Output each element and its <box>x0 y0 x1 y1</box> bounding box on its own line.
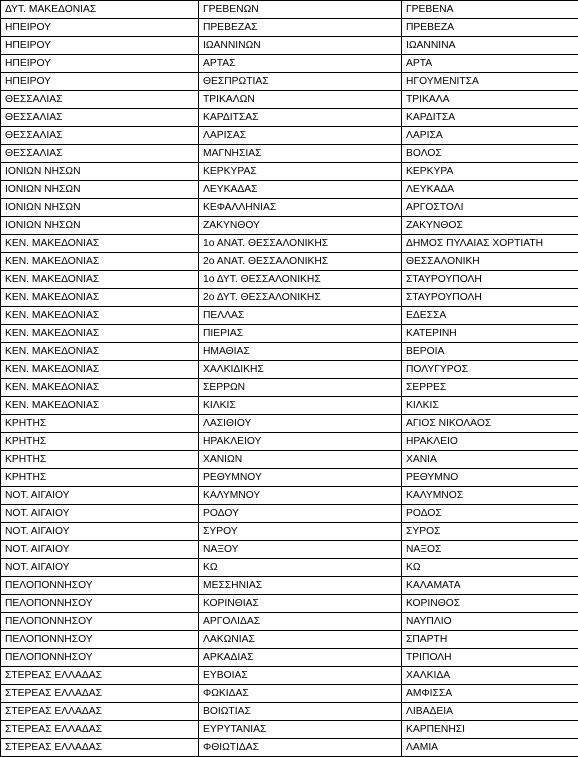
table-row <box>1 469 578 487</box>
region-cell: ΠΕΛΟΠΟΝΝΗΣΟΥ <box>1 631 199 649</box>
region-cell: ΠΕΛΟΠΟΝΝΗΣΟΥ <box>1 613 199 631</box>
city-cell: ΗΓΟΥΜΕΝΙΤΣΑ <box>402 73 578 91</box>
directorate-cell: ΛΕΥΚΑΔΑΣ <box>199 181 402 199</box>
city-cell: ΧΑΝΙΑ <box>402 451 578 469</box>
city-cell: ΣΕΡΡΕΣ <box>402 379 578 397</box>
directorate-cell: ΠΙΕΡΙΑΣ <box>199 325 402 343</box>
city-cell: ΧΑΛΚΙΔΑ <box>402 667 578 685</box>
directorate-cell: 2ο ΑΝΑΤ. ΘΕΣΣΑΛΟΝΙΚΗΣ <box>199 253 402 271</box>
region-cell: ΚΕΝ. ΜΑΚΕΔΟΝΙΑΣ <box>1 379 199 397</box>
region-cell: ΠΕΛΟΠΟΝΝΗΣΟΥ <box>1 595 199 613</box>
table-row <box>1 253 578 271</box>
region-cell: ΣΤΕΡΕΑΣ ΕΛΛΑΔΑΣ <box>1 721 199 739</box>
city-cell: ΛΙΒΑΔΕΙΑ <box>402 703 578 721</box>
table-row <box>1 235 578 253</box>
city-cell: ΝΑΥΠΛΙΟ <box>402 613 578 631</box>
city-cell: ΡΟΔΟΣ <box>402 505 578 523</box>
directorate-cell: ΜΕΣΣΗΝΙΑΣ <box>199 577 402 595</box>
directorate-cell: 1ο ΑΝΑΤ. ΘΕΣΣΑΛΟΝΙΚΗΣ <box>199 235 402 253</box>
region-cell: ΘΕΣΣΑΛΙΑΣ <box>1 127 199 145</box>
region-cell: ΚΕΝ. ΜΑΚΕΔΟΝΙΑΣ <box>1 343 199 361</box>
table-row <box>1 109 578 127</box>
city-cell: ΛΕΥΚΑΔΑ <box>402 181 578 199</box>
region-cell: ΚΡΗΤΗΣ <box>1 469 199 487</box>
table-row <box>1 325 578 343</box>
table-row <box>1 37 578 55</box>
city-cell: ΑΜΦΙΣΣΑ <box>402 685 578 703</box>
table-row <box>1 307 578 325</box>
table-row <box>1 361 578 379</box>
directorate-cell: ΛΑΚΩΝΙΑΣ <box>199 631 402 649</box>
table-row <box>1 685 578 703</box>
table-row <box>1 451 578 469</box>
city-cell: ΚΑΛΑΜΑΤΑ <box>402 577 578 595</box>
table-row <box>1 379 578 397</box>
city-cell: ΒΕΡΟΙΑ <box>402 343 578 361</box>
table-row <box>1 199 578 217</box>
region-cell: ΙΟΝΙΩΝ ΝΗΣΩΝ <box>1 163 199 181</box>
directorate-cell: 2ο ΔΥΤ. ΘΕΣΣΑΛΟΝΙΚΗΣ <box>199 289 402 307</box>
directorate-cell: ΑΡΤΑΣ <box>199 55 402 73</box>
directorate-cell: ΚΕΦΑΛΛΗΝΙΑΣ <box>199 199 402 217</box>
region-cell: ΠΕΛΟΠΟΝΝΗΣΟΥ <box>1 649 199 667</box>
city-cell: ΠΡΕΒΕΖΑ <box>402 19 578 37</box>
region-cell: ΚΕΝ. ΜΑΚΕΔΟΝΙΑΣ <box>1 397 199 415</box>
directorate-cell: ΚΩ <box>199 559 402 577</box>
directorate-cell: ΡΕΘΥΜΝΟΥ <box>199 469 402 487</box>
directorate-cell: ΝΑΞΟΥ <box>199 541 402 559</box>
city-cell: ΡΕΘΥΜΝΟ <box>402 469 578 487</box>
table-row <box>1 55 578 73</box>
directorate-cell: ΦΩΚΙΔΑΣ <box>199 685 402 703</box>
region-cell: ΚΕΝ. ΜΑΚΕΔΟΝΙΑΣ <box>1 325 199 343</box>
table-row <box>1 505 578 523</box>
directorate-cell: ΙΩΑΝΝΙΝΩΝ <box>199 37 402 55</box>
city-cell: ΔΗΜΟΣ ΠΥΛΑΙΑΣ ΧΟΡΤΙΑΤΗ <box>402 235 578 253</box>
region-cell: ΚΡΗΤΗΣ <box>1 433 199 451</box>
city-cell: ΣΤΑΥΡΟΥΠΟΛΗ <box>402 271 578 289</box>
table-row <box>1 541 578 559</box>
city-cell: ΚΟΡΙΝΘΟΣ <box>402 595 578 613</box>
city-cell: ΤΡΙΚΑΛΑ <box>402 91 578 109</box>
region-cell: ΝΟΤ. ΑΙΓΑΙΟΥ <box>1 541 199 559</box>
table-row <box>1 487 578 505</box>
city-cell: ΑΡΤΑ <box>402 55 578 73</box>
directorate-cell: ΑΡΚΑΔΙΑΣ <box>199 649 402 667</box>
table-row <box>1 577 578 595</box>
directorate-cell: ΣΥΡΟΥ <box>199 523 402 541</box>
city-cell: ΑΡΓΟΣΤΟΛΙ <box>402 199 578 217</box>
region-cell: ΚΕΝ. ΜΑΚΕΔΟΝΙΑΣ <box>1 361 199 379</box>
region-cell: ΚΕΝ. ΜΑΚΕΔΟΝΙΑΣ <box>1 307 199 325</box>
region-cell: ΘΕΣΣΑΛΙΑΣ <box>1 145 199 163</box>
city-cell: ΖΑΚΥΝΘΟΣ <box>402 217 578 235</box>
city-cell: ΘΕΣΣΑΛΟΝΙΚΗ <box>402 253 578 271</box>
directorate-cell: ΗΡΑΚΛΕΙΟΥ <box>199 433 402 451</box>
table-row <box>1 631 578 649</box>
table-row <box>1 523 578 541</box>
city-cell: ΚΑΡΔΙΤΣΑ <box>402 109 578 127</box>
region-cell: ΝΟΤ. ΑΙΓΑΙΟΥ <box>1 523 199 541</box>
city-cell: ΑΓΙΟΣ ΝΙΚΟΛΑΟΣ <box>402 415 578 433</box>
city-cell: ΝΑΞΟΣ <box>402 541 578 559</box>
city-cell: ΚΙΛΚΙΣ <box>402 397 578 415</box>
directorate-cell: ΣΕΡΡΩΝ <box>199 379 402 397</box>
table-row <box>1 649 578 667</box>
city-cell: ΚΑΤΕΡΙΝΗ <box>402 325 578 343</box>
table-row <box>1 181 578 199</box>
region-cell: ΙΟΝΙΩΝ ΝΗΣΩΝ <box>1 217 199 235</box>
city-cell: ΣΠΑΡΤΗ <box>402 631 578 649</box>
region-cell: ΚΡΗΤΗΣ <box>1 451 199 469</box>
table-row <box>1 721 578 739</box>
directorate-cell: ΠΕΛΛΑΣ <box>199 307 402 325</box>
directorate-cell: ΠΡΕΒΕΖΑΣ <box>199 19 402 37</box>
table-row <box>1 703 578 721</box>
city-cell: ΣΤΑΥΡΟΥΠΟΛΗ <box>402 289 578 307</box>
table-row <box>1 1 578 19</box>
directorate-cell: ΧΑΛΚΙΔΙΚΗΣ <box>199 361 402 379</box>
directorate-cell: ΚΑΡΔΙΤΣΑΣ <box>199 109 402 127</box>
directorate-cell: ΦΘΙΩΤΙΔΑΣ <box>199 739 402 757</box>
table-row <box>1 217 578 235</box>
city-cell: ΛΑΜΙΑ <box>402 739 578 757</box>
city-cell: ΓΡΕΒΕΝΑ <box>402 1 578 19</box>
region-cell: ΚΡΗΤΗΣ <box>1 415 199 433</box>
region-cell: ΣΤΕΡΕΑΣ ΕΛΛΑΔΑΣ <box>1 667 199 685</box>
city-cell: ΙΩΑΝΝΙΝΑ <box>402 37 578 55</box>
region-cell: ΣΤΕΡΕΑΣ ΕΛΛΑΔΑΣ <box>1 739 199 757</box>
table-row <box>1 19 578 37</box>
region-cell: ΙΟΝΙΩΝ ΝΗΣΩΝ <box>1 199 199 217</box>
table-row <box>1 433 578 451</box>
region-cell: ΣΤΕΡΕΑΣ ΕΛΛΑΔΑΣ <box>1 703 199 721</box>
table-row <box>1 127 578 145</box>
table-body <box>1 1 578 757</box>
table-row <box>1 163 578 181</box>
directorate-cell: ΘΕΣΠΡΩΤΙΑΣ <box>199 73 402 91</box>
region-cell: ΗΠΕΙΡΟΥ <box>1 19 199 37</box>
region-cell: ΗΠΕΙΡΟΥ <box>1 37 199 55</box>
table-row <box>1 595 578 613</box>
directorate-cell: ΒΟΙΩΤΙΑΣ <box>199 703 402 721</box>
region-cell: ΠΕΛΟΠΟΝΝΗΣΟΥ <box>1 577 199 595</box>
region-cell: ΚΕΝ. ΜΑΚΕΔΟΝΙΑΣ <box>1 289 199 307</box>
directorate-cell: ΕΥΒΟΙΑΣ <box>199 667 402 685</box>
region-cell: ΔΥΤ. ΜΑΚΕΔΟΝΙΑΣ <box>1 1 199 19</box>
region-cell: ΗΠΕΙΡΟΥ <box>1 55 199 73</box>
city-cell: ΤΡΙΠΟΛΗ <box>402 649 578 667</box>
table-row <box>1 667 578 685</box>
region-cell: ΝΟΤ. ΑΙΓΑΙΟΥ <box>1 505 199 523</box>
directorate-cell: ΚΑΛΥΜΝΟΥ <box>199 487 402 505</box>
table-row <box>1 91 578 109</box>
city-cell: ΚΑΡΠΕΝΗΣΙ <box>402 721 578 739</box>
table-row <box>1 271 578 289</box>
directorate-cell: ΧΑΝΙΩΝ <box>199 451 402 469</box>
table-row <box>1 415 578 433</box>
directorate-cell: ΜΑΓΝΗΣΙΑΣ <box>199 145 402 163</box>
directorate-cell: ΚΙΛΚΙΣ <box>199 397 402 415</box>
city-cell: ΠΟΛΥΓΥΡΟΣ <box>402 361 578 379</box>
region-cell: ΙΟΝΙΩΝ ΝΗΣΩΝ <box>1 181 199 199</box>
region-cell: ΗΠΕΙΡΟΥ <box>1 73 199 91</box>
region-cell: ΘΕΣΣΑΛΙΑΣ <box>1 109 199 127</box>
region-cell: ΘΕΣΣΑΛΙΑΣ <box>1 91 199 109</box>
region-cell: ΚΕΝ. ΜΑΚΕΔΟΝΙΑΣ <box>1 271 199 289</box>
directorate-cell: ΛΑΣΙΘΙΟΥ <box>199 415 402 433</box>
directorate-cell: ΡΟΔΟΥ <box>199 505 402 523</box>
region-cell: ΝΟΤ. ΑΙΓΑΙΟΥ <box>1 487 199 505</box>
city-cell: ΣΥΡΟΣ <box>402 523 578 541</box>
table-row <box>1 559 578 577</box>
directorate-cell: ΤΡΙΚΑΛΩΝ <box>199 91 402 109</box>
directorate-cell: ΕΥΡΥΤΑΝΙΑΣ <box>199 721 402 739</box>
directorate-cell: ΓΡΕΒΕΝΩΝ <box>199 1 402 19</box>
directorate-cell: 1ο ΔΥΤ. ΘΕΣΣΑΛΟΝΙΚΗΣ <box>199 271 402 289</box>
directorate-cell: ΖΑΚΥΝΘΟΥ <box>199 217 402 235</box>
city-cell: ΚΩ <box>402 559 578 577</box>
table-row <box>1 289 578 307</box>
directorate-cell: ΛΑΡΙΣΑΣ <box>199 127 402 145</box>
city-cell: ΚΕΡΚΥΡΑ <box>402 163 578 181</box>
table-row <box>1 397 578 415</box>
city-cell: ΕΔΕΣΣΑ <box>402 307 578 325</box>
directorate-cell: ΑΡΓΟΛΙΔΑΣ <box>199 613 402 631</box>
region-cell: ΝΟΤ. ΑΙΓΑΙΟΥ <box>1 559 199 577</box>
directorate-cell: ΗΜΑΘΙΑΣ <box>199 343 402 361</box>
city-cell: ΒΟΛΟΣ <box>402 145 578 163</box>
region-cell: ΚΕΝ. ΜΑΚΕΔΟΝΙΑΣ <box>1 253 199 271</box>
city-cell: ΚΑΛΥΜΝΟΣ <box>402 487 578 505</box>
region-cell: ΣΤΕΡΕΑΣ ΕΛΛΑΔΑΣ <box>1 685 199 703</box>
table-row <box>1 613 578 631</box>
table-row <box>1 343 578 361</box>
directorate-cell: ΚΟΡΙΝΘΙΑΣ <box>199 595 402 613</box>
region-cell: ΚΕΝ. ΜΑΚΕΔΟΝΙΑΣ <box>1 235 199 253</box>
table-row <box>1 73 578 91</box>
directorate-cell: ΚΕΡΚΥΡΑΣ <box>199 163 402 181</box>
table-row <box>1 145 578 163</box>
city-cell: ΛΑΡΙΣΑ <box>402 127 578 145</box>
city-cell: ΗΡΑΚΛΕΙΟ <box>402 433 578 451</box>
